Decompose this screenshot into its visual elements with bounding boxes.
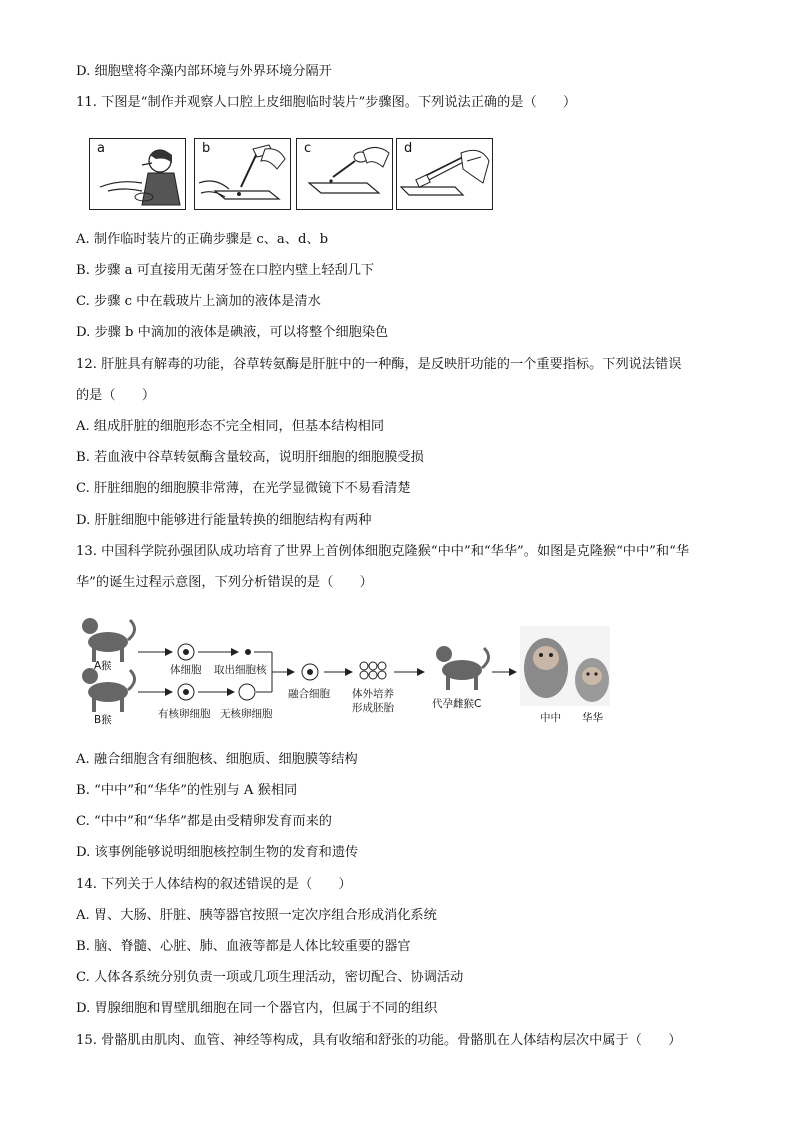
- q13-stem-line1: 13. 中国科学院孙强团队成功培育了世界上首例体细胞克隆猴“中中”和“华华”。如图是克隆猴“中中”和“华: [76, 544, 690, 559]
- somatic-cell-label: 体细胞: [170, 664, 202, 676]
- embryo-icon: [360, 662, 386, 679]
- q10-option-d: D. 细胞壁将伞藻内部环境与外界环境分隔开: [76, 64, 332, 79]
- fused-cell-label: 融合细胞: [288, 688, 330, 700]
- monkey-a-label: A猴: [94, 660, 112, 672]
- q13-option-d: D. 该事例能够说明细胞核控制生物的发育和遗传: [76, 845, 359, 860]
- monkey-b-icon: [82, 668, 135, 712]
- surrogate-monkey-c-icon: [436, 646, 489, 690]
- enucleated-egg-icon: [239, 684, 255, 700]
- q13-option-a: A. 融合细胞含有细胞核、细胞质、细胞膜等结构: [76, 752, 358, 767]
- baby-monkeys-photo: [520, 626, 610, 706]
- step-label-b: b: [202, 141, 211, 156]
- step-label-c: c: [304, 141, 312, 156]
- q12-option-c: C. 肝脏细胞的细胞膜非常薄，在光学显微镜下不易看清楚: [76, 481, 411, 496]
- q14-option-d: D. 胃腺细胞和胃壁肌细胞在同一个器官内，但属于不同的组织: [76, 1001, 438, 1016]
- q13-option-b: B. “中中”和“华华”的性别与 A 猴相同: [76, 783, 298, 798]
- q12-stem-line1: 12. 肝脏具有解毒的功能，谷草转氨酶是肝脏中的一种酶，是反映肝功能的一个重要指标。下列说法错误: [76, 357, 682, 372]
- extract-nucleus-label: 取出细胞核: [214, 664, 267, 676]
- q14-option-c: C. 人体各系统分别负责一项或几项生理活动，密切配合、协调活动: [76, 970, 464, 985]
- q14-option-a: A. 胃、大肠、肝脏、胰等器官按照一定次序组合形成消化系统: [76, 908, 437, 923]
- q11-option-a: A. 制作临时装片的正确步骤是 c、a、d、b: [76, 232, 329, 247]
- q11-option-c: C. 步骤 c 中在载玻片上滴加的液体是清水: [76, 294, 321, 309]
- q12-stem-line2: 的是（ ）: [76, 388, 156, 403]
- baby1-label: 中中: [540, 712, 561, 724]
- monkey-b-label: B猴: [94, 714, 112, 726]
- q11-option-b: B. 步骤 a 可直接用无菌牙签在口腔内壁上轻刮几下: [76, 263, 375, 278]
- culture-label-line2: 形成胚胎: [352, 702, 394, 714]
- q14-stem: 14. 下列关于人体结构的叙述错误的是（ ）: [76, 877, 352, 892]
- q11-stem: 11. 下图是“制作并观察人口腔上皮细胞临时装片”步骤图。下列说法正确的是（ ）: [76, 95, 577, 110]
- extracted-nucleus-icon: [245, 649, 251, 655]
- enucleated-egg-label: 无核卵细胞: [220, 708, 273, 720]
- baby2-label: 华华: [582, 712, 603, 724]
- q13-stem-line2: 华”的诞生过程示意图，下列分析错误的是（ ）: [76, 575, 373, 590]
- q11-option-d: D. 步骤 b 中滴加的液体是碘液，可以将整个细胞染色: [76, 325, 389, 340]
- step-label-a: a: [97, 141, 105, 156]
- surrogate-label: 代孕雌猴C: [432, 698, 482, 710]
- q13-option-c: C. “中中”和“华华”都是由受精卵发育而来的: [76, 814, 332, 829]
- q12-option-b: B. 若血液中谷草转氨酶含量较高，说明肝细胞的细胞膜受损: [76, 450, 424, 465]
- q12-option-d: D. 肝脏细胞中能够进行能量转换的细胞结构有两种: [76, 513, 372, 528]
- q14-option-b: B. 脑、脊髓、心脏、肺、血液等都是人体比较重要的器官: [76, 939, 411, 954]
- step-label-d: d: [404, 141, 413, 156]
- nucleated-egg-label: 有核卵细胞: [158, 708, 211, 720]
- culture-label-line1: 体外培养: [352, 688, 394, 700]
- monkey-a-icon: [82, 618, 135, 662]
- q12-option-a: A. 组成肝脏的细胞形态不完全相同，但基本结构相同: [76, 419, 385, 434]
- q15-stem: 15. 骨骼肌由肌肉、血管、神经等构成，具有收缩和舒张的功能。骨骼肌在人体结构层次中属于（ ）: [76, 1033, 682, 1048]
